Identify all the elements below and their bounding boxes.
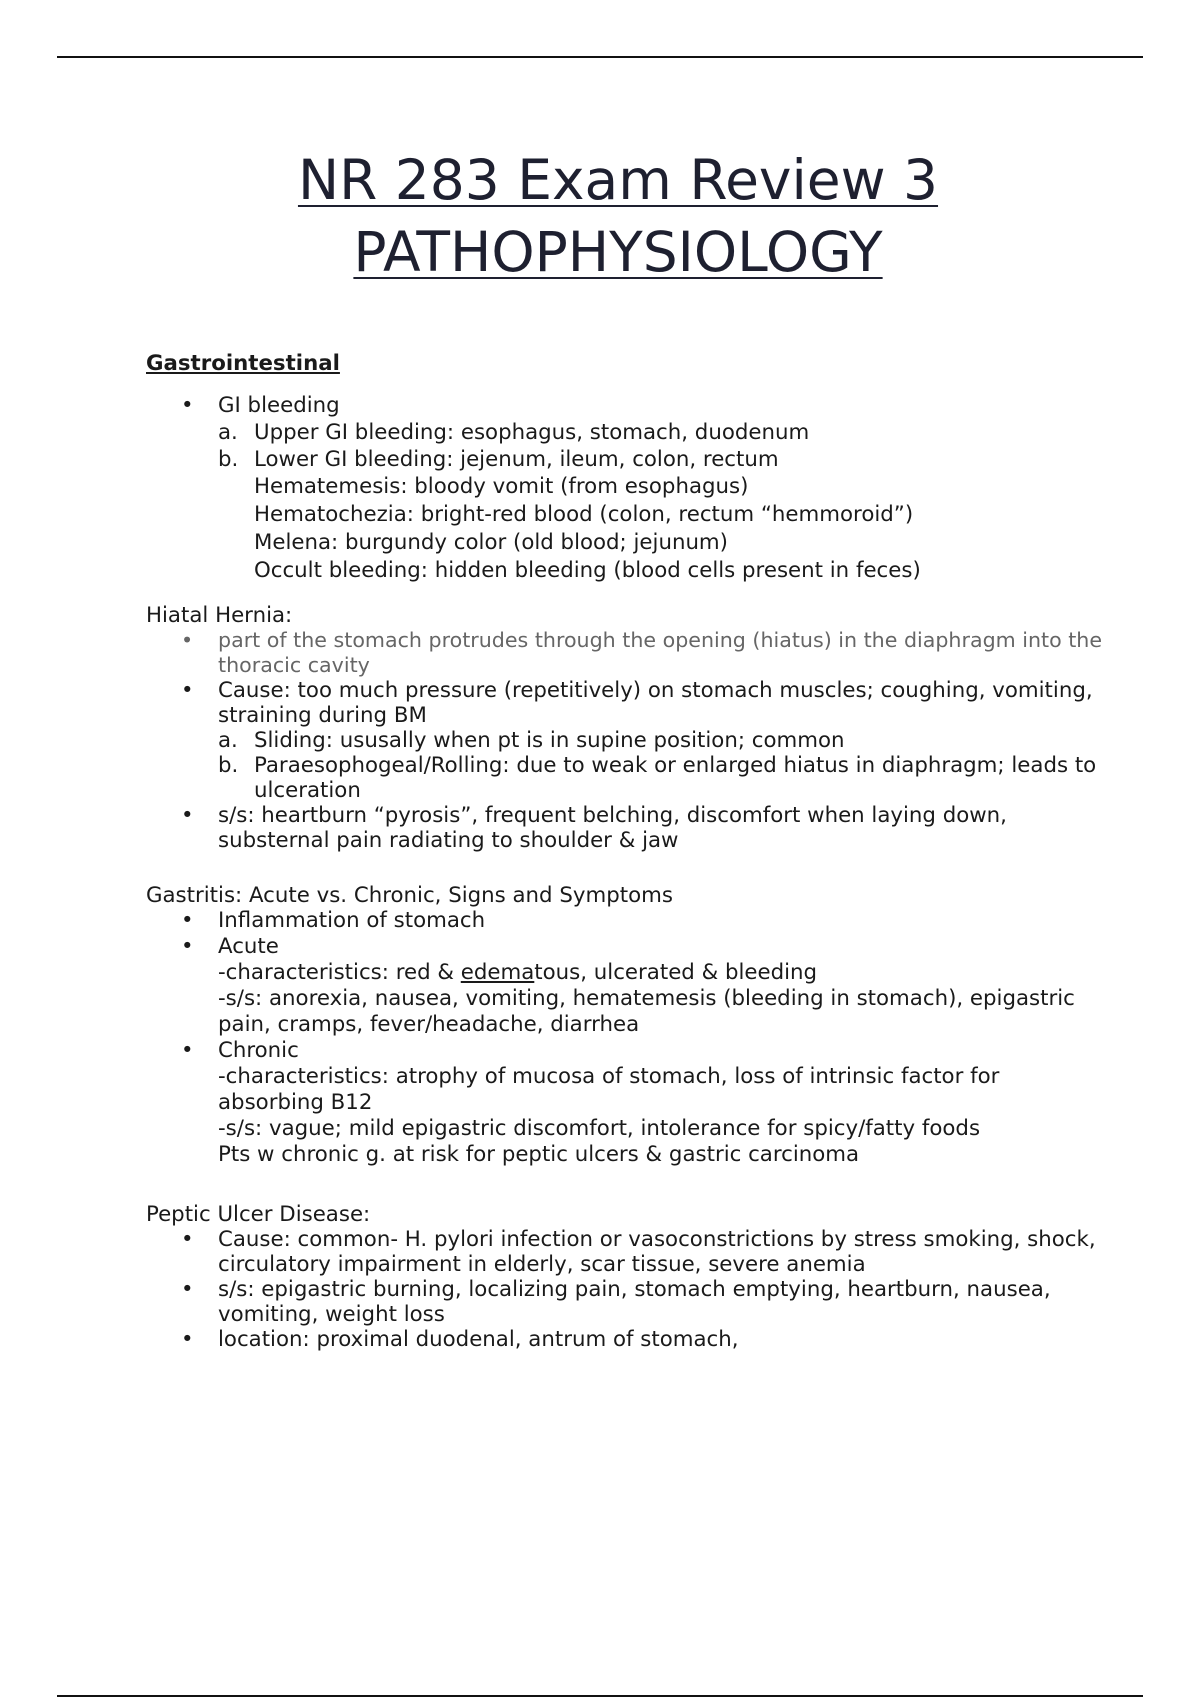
pud-cause-text: Cause: common- H. pylori infection or vasoconstrictions by stress smoking, shock, circulatory impairment in elderly, scar tissue, severe anemia bbox=[218, 1227, 1096, 1277]
title-line-2: PATHOPHYSIOLOGY bbox=[353, 220, 883, 284]
list-item-upper-gi bbox=[218, 419, 1106, 446]
document-title bbox=[0, 144, 1200, 288]
section-heading-gastrointestinal: Gastrointestinal bbox=[146, 351, 340, 376]
spacer bbox=[146, 585, 1106, 603]
gi-bleeding-label: GI bleeding bbox=[218, 393, 340, 418]
list-item-pud-ss bbox=[218, 1277, 1106, 1327]
gi-bleeding-list bbox=[146, 393, 1106, 585]
spacer bbox=[146, 853, 1106, 883]
acute-label: • Acute bbox=[218, 934, 279, 959]
lower-gi-text: Lower GI bleeding: jejenum, ileum, colon, rectum bbox=[254, 447, 779, 472]
document-body bbox=[146, 350, 1106, 1352]
gi-bleeding-sublist bbox=[218, 419, 1106, 473]
acute-char-suffix: tous, ulcerated & bleeding bbox=[534, 960, 818, 985]
list-marker: a. bbox=[218, 728, 238, 753]
inflammation-text: Inflammation of stomach bbox=[218, 908, 486, 933]
title-line-1: NR 283 Exam Review 3 bbox=[297, 148, 939, 212]
list-marker: b. bbox=[218, 753, 239, 778]
sliding-text: Sliding: ususally when pt is in supine position; common bbox=[254, 728, 845, 753]
hiatal-definition-text: part of the stomach protrudes through the opening (hiatus) in the diaphragm into the thoracic cavity bbox=[218, 628, 1103, 677]
pud-location-text: location: proximal duodenal, antrum of stomach, bbox=[218, 1327, 739, 1352]
list-item-inflammation bbox=[218, 908, 1106, 934]
paraesophageal-text: Paraesophogeal/Rolling: due to weak or enlarged hiatus in diaphragm; leads to ulceration bbox=[254, 753, 1097, 803]
bottom-rule bbox=[57, 1695, 1143, 1697]
chronic-risk: Pts w chronic g. at risk for peptic ulcers & gastric carcinoma bbox=[218, 1142, 860, 1167]
list-item-hiatal-cause bbox=[218, 678, 1106, 803]
acute-characteristics bbox=[218, 960, 1106, 986]
bleeding-detail-hematochezia: Hematochezia: bright-red blood (colon, rectum “hemmoroid”) bbox=[254, 502, 914, 527]
bleeding-detail-melena: Melena: burgundy color (old blood; jejunum) bbox=[254, 530, 728, 555]
section-heading-gastritis: Gastritis: Acute vs. Chronic, Signs and Symptoms bbox=[146, 883, 673, 908]
list-item-pud-location bbox=[218, 1327, 1106, 1352]
peptic-ulcer-list bbox=[146, 1227, 1106, 1352]
hiatal-ss-text: s/s: heartburn “pyrosis”, frequent belching, discomfort when laying down, substernal pain radiating to shoulder & jaw bbox=[218, 803, 1007, 853]
acute-ss: -s/s: anorexia, nausea, vomiting, hematemesis (bleeding in stomach), epigastric pain, cramps, fever/headache, diarrhea bbox=[218, 986, 1075, 1037]
hiatal-hernia-list bbox=[146, 628, 1106, 853]
list-item-acute bbox=[218, 934, 1106, 1038]
list-item-lower-gi bbox=[218, 446, 1106, 473]
section-heading-peptic-ulcer: Peptic Ulcer Disease: bbox=[146, 1202, 371, 1227]
bleeding-detail-occult: Occult bleeding: hidden bleeding (blood cells present in feces) bbox=[254, 558, 921, 583]
bleeding-detail-hematemesis: Hematemesis: bloody vomit (from esophagus) bbox=[254, 474, 749, 499]
acute-char-underlined: edema bbox=[460, 960, 535, 985]
acute-char-prefix: -characteristics: red & bbox=[218, 960, 461, 985]
section-heading-hiatal-hernia: Hiatal Hernia: bbox=[146, 603, 293, 628]
list-marker: a. bbox=[218, 420, 238, 445]
list-item-chronic bbox=[218, 1038, 1106, 1168]
list-item-sliding bbox=[218, 728, 1106, 753]
spacer bbox=[146, 1168, 1106, 1202]
list-item-hiatal-ss bbox=[218, 803, 1106, 853]
hiatal-cause-text: Cause: too much pressure (repetitively) on stomach muscles; coughing, vomiting, straining during BM bbox=[218, 678, 1093, 728]
list-item-hiatal-definition bbox=[218, 628, 1106, 678]
upper-gi-text: Upper GI bleeding: esophagus, stomach, duodenum bbox=[254, 420, 810, 445]
chronic-label: • Chronic bbox=[218, 1038, 299, 1063]
hiatal-types-sublist bbox=[218, 728, 1106, 803]
pud-ss-text: s/s: epigastric burning, localizing pain, stomach emptying, heartburn, nausea, vomiting, weight loss bbox=[218, 1277, 1051, 1327]
list-marker: b. bbox=[218, 447, 239, 472]
list-item-paraesophageal bbox=[218, 753, 1106, 803]
list-item-gi-bleeding bbox=[218, 393, 1106, 585]
list-item-pud-cause bbox=[218, 1227, 1106, 1277]
chronic-characteristics: -characteristics: atrophy of mucosa of stomach, loss of intrinsic factor for absorbing B12 bbox=[218, 1064, 1000, 1115]
gastritis-list bbox=[146, 908, 1106, 1168]
top-rule bbox=[57, 56, 1143, 58]
chronic-ss: -s/s: vague; mild epigastric discomfort, intolerance for spicy/fatty foods bbox=[218, 1116, 981, 1141]
